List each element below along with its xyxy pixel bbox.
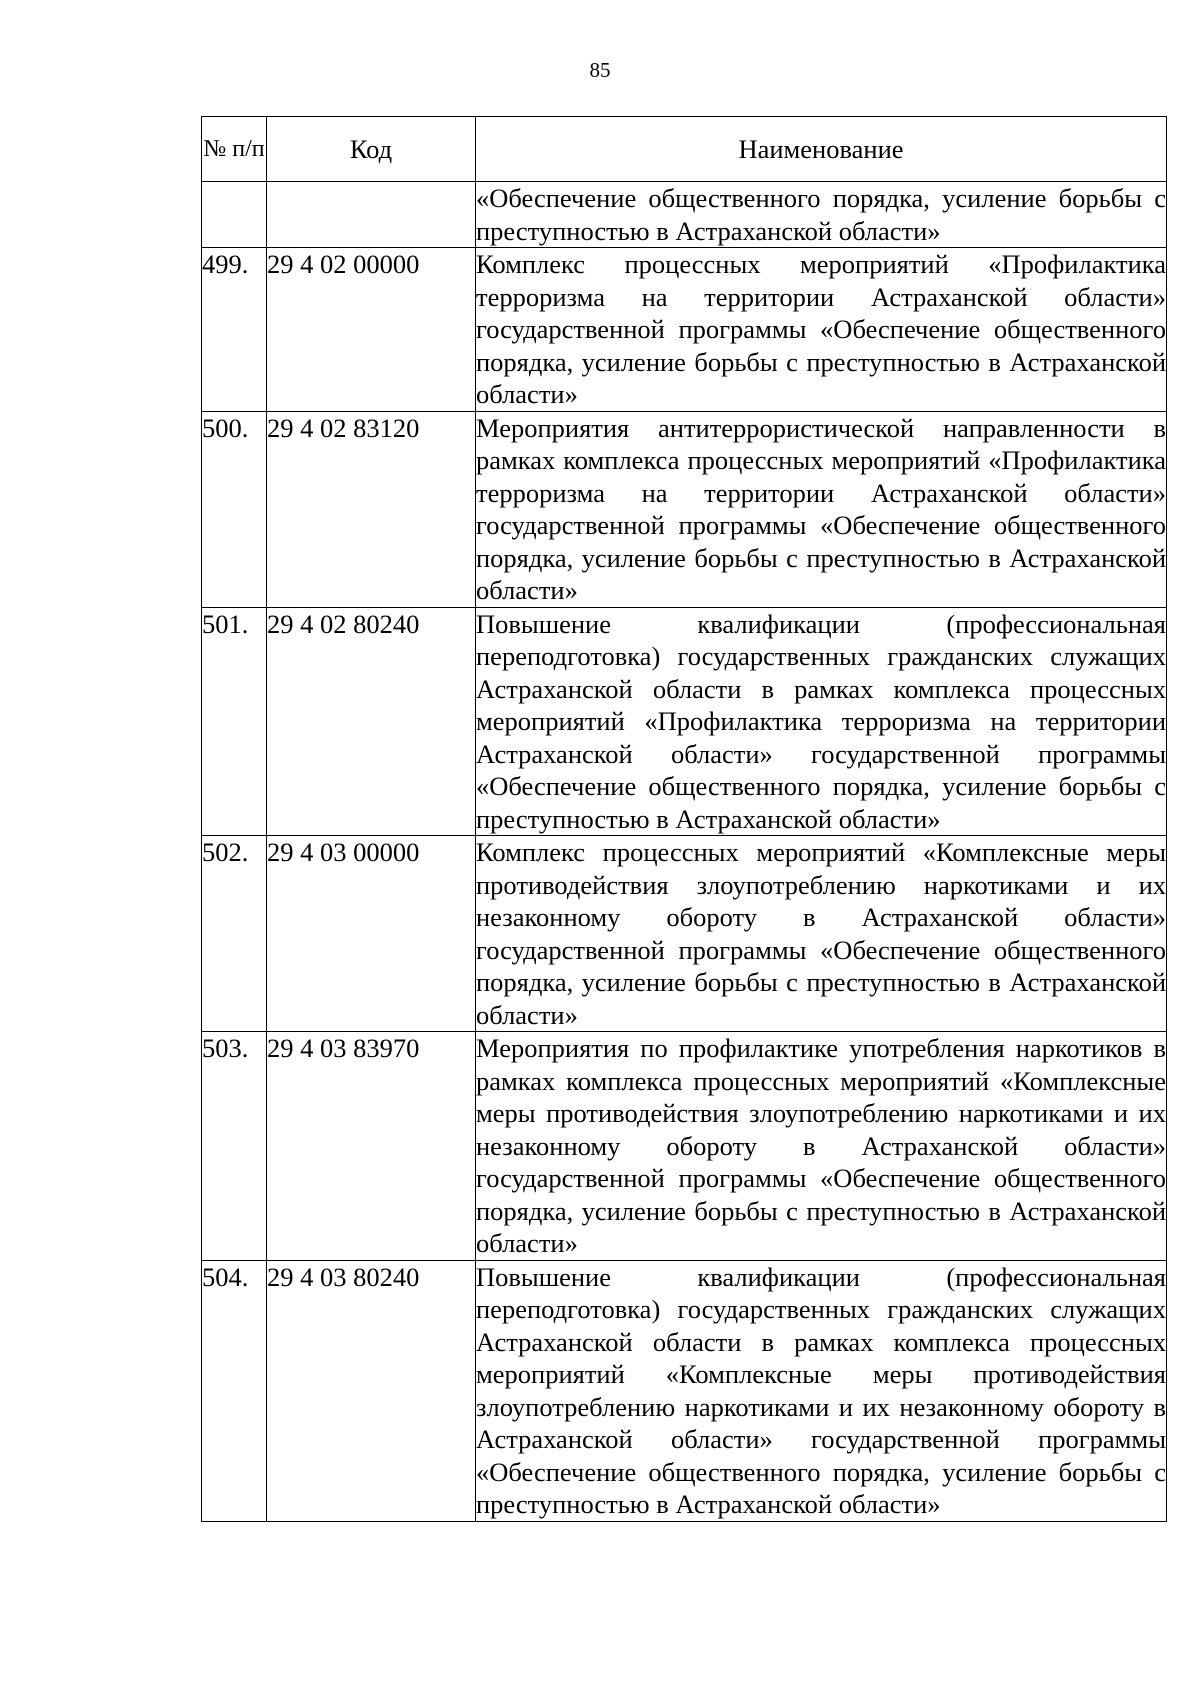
budget-classification-table [201, 116, 1167, 1522]
table-row [202, 1260, 1167, 1521]
row-num: 502. [202, 836, 267, 1032]
header-code: Код [267, 117, 476, 182]
row-num: 504. [202, 1260, 267, 1521]
table-row [202, 836, 1167, 1032]
header-name: Наименование [476, 117, 1167, 182]
row-num: 499. [202, 248, 267, 412]
table-row [202, 248, 1167, 412]
table-header-row [202, 117, 1167, 182]
row-code: 29 4 02 00000 [267, 248, 476, 412]
row-code: 29 4 03 83970 [267, 1032, 476, 1261]
row-num: 500. [202, 411, 267, 607]
row-num: 503. [202, 1032, 267, 1261]
row-code [267, 182, 476, 248]
table-row [202, 607, 1167, 836]
table-row [202, 411, 1167, 607]
row-name: Комплекс процессных мероприятий «Профилактика терроризма на территории Астраханской области» государственной программы «Обеспечение общественного порядка, усиление борьбы с преступностью в Астраханской области» [476, 249, 1166, 409]
page-number: 85 [589, 58, 611, 82]
row-name: Повышение квалификации (профессиональная переподготовка) государственных гражданских служащих Астраханской области в рамках комплекса процессных мероприятий «Профилактика терроризма на территории Астраханской области» государственной программы «Обеспечение общественного порядка, усиление борьбы с преступностью в Астраханской области» [476, 608, 1166, 834]
header-num: № п/п [202, 117, 267, 182]
row-name: Мероприятия антитеррористической направленности в рамках комплекса процессных мероприятий «Профилактика терроризма на территории Астраханской области» государственной программы «Обеспечение общественного порядка, усиление борьбы с преступностью в Астраханской области» [476, 412, 1166, 605]
table-row [202, 1032, 1167, 1261]
row-code: 29 4 02 80240 [267, 607, 476, 836]
row-code: 29 4 02 83120 [267, 411, 476, 607]
row-code: 29 4 03 80240 [267, 1260, 476, 1521]
table-row-continuation [202, 182, 1167, 248]
row-num: 501. [202, 607, 267, 836]
row-name: Мероприятия по профилактике употребления наркотиков в рамках комплекса процессных мероприятий «Комплексные меры противодействия злоупотреблению наркотиками и их незаконному обороту в Астраханской области» государственной программы «Обеспечение общественного порядка, усиление борьбы с преступностью в Астраханской области» [476, 1033, 1166, 1258]
row-name: Повышение квалификации (профессиональная переподготовка) государственных гражданских служащих Астраханской области в рамках комплекса процессных мероприятий «Комплексные меры противодействия злоупотреблению наркотиками и их незаконному обороту в Астраханской области» государственной программы «Обеспечение общественного порядка, усиление борьбы с преступностью в Астраханской области» [476, 1261, 1166, 1519]
row-name: «Обеспечение общественного порядка, усиление борьбы с преступностью в Астраханской области» [476, 183, 1166, 246]
row-name: Комплекс процессных мероприятий «Комплексные меры противодействия злоупотреблению наркотиками и их незаконному обороту в Астраханской области» государственной программы «Обеспечение общественного порядка, усиление борьбы с преступностью в Астраханской области» [476, 837, 1166, 1030]
row-code: 29 4 03 00000 [267, 836, 476, 1032]
row-num [202, 182, 267, 248]
